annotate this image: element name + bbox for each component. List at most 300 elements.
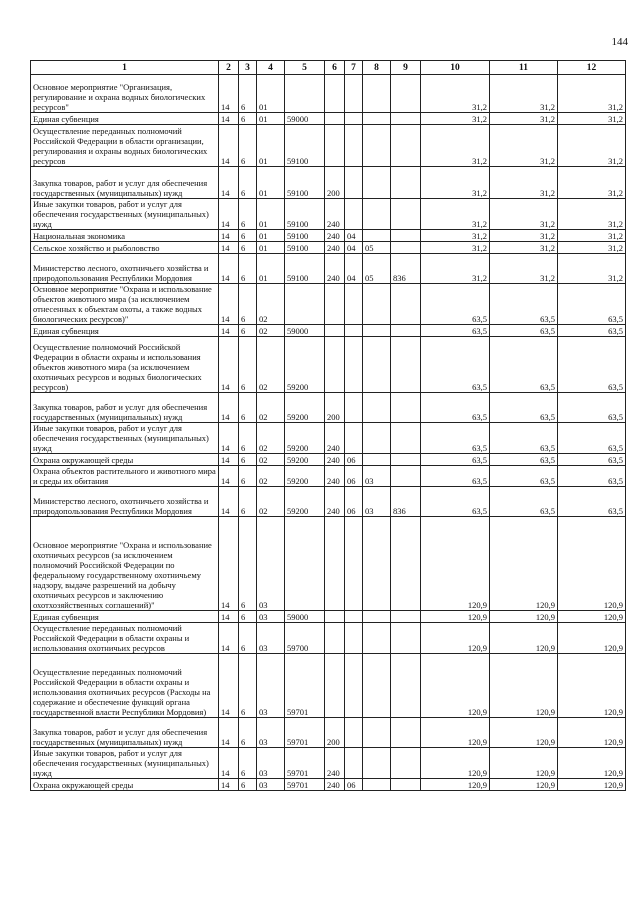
- code-cell: [345, 654, 363, 718]
- code-cell: 59000: [285, 611, 325, 623]
- amount-cell: 63,5: [558, 393, 626, 423]
- code-cell: 06: [345, 779, 363, 791]
- amount-cell: 31,2: [558, 199, 626, 230]
- code-cell: 04: [345, 230, 363, 242]
- column-header: 7: [345, 61, 363, 75]
- amount-cell: 31,2: [490, 125, 558, 167]
- row-name-cell: Иные закупки товаров, работ и услуг для обеспечения государственных (муниципальных) нужд: [31, 748, 219, 779]
- code-cell: 6: [239, 466, 257, 487]
- code-cell: 06: [345, 454, 363, 466]
- row-name-cell: Иные закупки товаров, работ и услуг для обеспечения государственных (муниципальных) нужд: [31, 423, 219, 454]
- amount-cell: 63,5: [421, 423, 490, 454]
- amount-cell: 31,2: [490, 242, 558, 254]
- amount-cell: 31,2: [421, 230, 490, 242]
- code-cell: [391, 623, 421, 654]
- code-cell: 59100: [285, 167, 325, 199]
- table-row: [31, 167, 626, 199]
- code-cell: [285, 517, 325, 611]
- amount-cell: 63,5: [490, 337, 558, 393]
- row-name-cell: Закупка товаров, работ и услуг для обеспечения государственных (муниципальных) нужд: [31, 718, 219, 748]
- amount-cell: 63,5: [490, 487, 558, 517]
- code-cell: 02: [257, 337, 285, 393]
- code-cell: [325, 517, 345, 611]
- code-cell: [363, 284, 391, 325]
- code-cell: 240: [325, 423, 345, 454]
- code-cell: [391, 284, 421, 325]
- amount-cell: 120,9: [421, 517, 490, 611]
- code-cell: [325, 623, 345, 654]
- row-name-cell: Осуществление полномочий Российской Федерации в области охраны и использования объектов животного мира (за исключением охотничьих ресурсов и водных биологических ресурсов): [31, 337, 219, 393]
- table-row: [31, 454, 626, 466]
- code-cell: 02: [257, 423, 285, 454]
- code-cell: [391, 167, 421, 199]
- row-name-cell: Осуществление переданных полномочий Российской Федерации в области охраны и использования охотничьих ресурсов: [31, 623, 219, 654]
- code-cell: 14: [219, 779, 239, 791]
- code-cell: 02: [257, 284, 285, 325]
- code-cell: 03: [257, 517, 285, 611]
- column-header: 8: [363, 61, 391, 75]
- table-row: [31, 779, 626, 791]
- code-cell: [391, 242, 421, 254]
- code-cell: [325, 654, 345, 718]
- code-cell: 14: [219, 284, 239, 325]
- code-cell: 02: [257, 393, 285, 423]
- budget-table: [30, 60, 626, 791]
- amount-cell: 120,9: [490, 611, 558, 623]
- code-cell: 02: [257, 325, 285, 337]
- code-cell: [391, 325, 421, 337]
- row-name-cell: Охрана объектов растительного и животного мира и среды их обитания: [31, 466, 219, 487]
- code-cell: 6: [239, 393, 257, 423]
- code-cell: [325, 325, 345, 337]
- code-cell: 6: [239, 242, 257, 254]
- code-cell: 6: [239, 654, 257, 718]
- code-cell: [285, 75, 325, 113]
- code-cell: 02: [257, 454, 285, 466]
- code-cell: [391, 423, 421, 454]
- code-cell: [345, 623, 363, 654]
- code-cell: [325, 75, 345, 113]
- code-cell: 59701: [285, 779, 325, 791]
- code-cell: 03: [257, 654, 285, 718]
- amount-cell: 63,5: [490, 454, 558, 466]
- column-header: 5: [285, 61, 325, 75]
- code-cell: 14: [219, 230, 239, 242]
- code-cell: 14: [219, 454, 239, 466]
- code-cell: 01: [257, 113, 285, 125]
- code-cell: 14: [219, 623, 239, 654]
- amount-cell: 31,2: [421, 242, 490, 254]
- code-cell: 6: [239, 718, 257, 748]
- code-cell: 240: [325, 454, 345, 466]
- code-cell: 01: [257, 167, 285, 199]
- code-cell: 200: [325, 393, 345, 423]
- code-cell: [345, 284, 363, 325]
- code-cell: 14: [219, 75, 239, 113]
- code-cell: 6: [239, 167, 257, 199]
- code-cell: 6: [239, 517, 257, 611]
- amount-cell: 63,5: [490, 423, 558, 454]
- amount-cell: 63,5: [421, 466, 490, 487]
- code-cell: 200: [325, 167, 345, 199]
- amount-cell: 120,9: [558, 517, 626, 611]
- amount-cell: 120,9: [490, 718, 558, 748]
- table-row: [31, 718, 626, 748]
- code-cell: [363, 75, 391, 113]
- code-cell: [391, 337, 421, 393]
- code-cell: 14: [219, 337, 239, 393]
- code-cell: 14: [219, 199, 239, 230]
- amount-cell: 31,2: [421, 75, 490, 113]
- amount-cell: 63,5: [558, 337, 626, 393]
- code-cell: 836: [391, 254, 421, 284]
- code-cell: 14: [219, 748, 239, 779]
- amount-cell: 31,2: [490, 230, 558, 242]
- code-cell: 01: [257, 125, 285, 167]
- code-cell: 240: [325, 487, 345, 517]
- code-cell: 59200: [285, 454, 325, 466]
- code-cell: [391, 517, 421, 611]
- code-cell: [363, 748, 391, 779]
- amount-cell: 120,9: [421, 623, 490, 654]
- amount-cell: 120,9: [490, 623, 558, 654]
- code-cell: 6: [239, 779, 257, 791]
- amount-cell: 63,5: [558, 454, 626, 466]
- table-row: [31, 230, 626, 242]
- code-cell: 59100: [285, 230, 325, 242]
- code-cell: [345, 337, 363, 393]
- code-cell: 6: [239, 230, 257, 242]
- amount-cell: 120,9: [558, 718, 626, 748]
- column-header: 2: [219, 61, 239, 75]
- code-cell: 14: [219, 125, 239, 167]
- code-cell: 6: [239, 113, 257, 125]
- code-cell: [391, 779, 421, 791]
- table-row: [31, 517, 626, 611]
- code-cell: [363, 230, 391, 242]
- code-cell: [363, 393, 391, 423]
- table-row: [31, 393, 626, 423]
- code-cell: 6: [239, 325, 257, 337]
- code-cell: 59000: [285, 113, 325, 125]
- table-header-row: [31, 61, 626, 75]
- code-cell: 14: [219, 611, 239, 623]
- code-cell: 02: [257, 487, 285, 517]
- code-cell: 59701: [285, 718, 325, 748]
- code-cell: 03: [257, 748, 285, 779]
- code-cell: 59100: [285, 125, 325, 167]
- code-cell: [345, 75, 363, 113]
- code-cell: 02: [257, 466, 285, 487]
- table-row: [31, 623, 626, 654]
- code-cell: [325, 284, 345, 325]
- code-cell: 59000: [285, 325, 325, 337]
- amount-cell: 31,2: [421, 113, 490, 125]
- table-row: [31, 113, 626, 125]
- amount-cell: 120,9: [558, 611, 626, 623]
- code-cell: 59100: [285, 254, 325, 284]
- amount-cell: 120,9: [558, 654, 626, 718]
- code-cell: 240: [325, 466, 345, 487]
- code-cell: 240: [325, 199, 345, 230]
- code-cell: 14: [219, 466, 239, 487]
- row-name-cell: Закупка товаров, работ и услуг для обеспечения государственных (муниципальных) нужд: [31, 393, 219, 423]
- code-cell: [345, 167, 363, 199]
- code-cell: 03: [257, 779, 285, 791]
- amount-cell: 31,2: [490, 75, 558, 113]
- amount-cell: 120,9: [490, 654, 558, 718]
- code-cell: 01: [257, 75, 285, 113]
- amount-cell: 120,9: [421, 611, 490, 623]
- code-cell: 14: [219, 242, 239, 254]
- column-header: 10: [421, 61, 490, 75]
- amount-cell: 63,5: [421, 454, 490, 466]
- code-cell: [391, 748, 421, 779]
- amount-cell: 63,5: [421, 487, 490, 517]
- code-cell: 59701: [285, 748, 325, 779]
- code-cell: 59200: [285, 393, 325, 423]
- code-cell: 05: [363, 242, 391, 254]
- table-row: [31, 75, 626, 113]
- code-cell: 04: [345, 242, 363, 254]
- amount-cell: 31,2: [558, 242, 626, 254]
- code-cell: 6: [239, 487, 257, 517]
- code-cell: [363, 113, 391, 125]
- code-cell: [391, 230, 421, 242]
- code-cell: 14: [219, 167, 239, 199]
- amount-cell: 120,9: [558, 779, 626, 791]
- code-cell: 59200: [285, 423, 325, 454]
- column-header: 4: [257, 61, 285, 75]
- code-cell: [325, 337, 345, 393]
- amount-cell: 31,2: [558, 75, 626, 113]
- code-cell: 836: [391, 487, 421, 517]
- code-cell: [391, 199, 421, 230]
- amount-cell: 31,2: [421, 167, 490, 199]
- amount-cell: 63,5: [558, 325, 626, 337]
- code-cell: [363, 654, 391, 718]
- code-cell: [363, 325, 391, 337]
- code-cell: [391, 113, 421, 125]
- code-cell: 03: [363, 466, 391, 487]
- row-name-cell: Единая субвенция: [31, 325, 219, 337]
- row-name-cell: Охрана окружающей среды: [31, 454, 219, 466]
- code-cell: 59100: [285, 199, 325, 230]
- code-cell: 59100: [285, 242, 325, 254]
- table-row: [31, 487, 626, 517]
- code-cell: [363, 199, 391, 230]
- row-name-cell: Основное мероприятие "Охрана и использование охотничьих ресурсов (за исключением полномочий Российской Федерации по федеральному государственному охотничьему надзору, выдаче разрешений на добычу охотничьих ресурсов и заключению охотхозяйственных соглашений)": [31, 517, 219, 611]
- row-name-cell: Основное мероприятие "Охрана и использование объектов животного мира (за исключением отнесенных к объектам охоты, а также водных биологических ресурсов)": [31, 284, 219, 325]
- code-cell: 6: [239, 423, 257, 454]
- table-row: [31, 466, 626, 487]
- code-cell: 6: [239, 623, 257, 654]
- code-cell: 01: [257, 242, 285, 254]
- code-cell: 04: [345, 254, 363, 284]
- row-name-cell: Осуществление переданных полномочий Российской Федерации в области охраны и использования охотничьих ресурсов (Расходы на содержание и обеспечение функций органа государственной власти Республики Мордовия): [31, 654, 219, 718]
- code-cell: 14: [219, 393, 239, 423]
- code-cell: [345, 199, 363, 230]
- row-name-cell: Министерство лесного, охотничьего хозяйства и природопользования Республики Мордовия: [31, 254, 219, 284]
- column-header: 12: [558, 61, 626, 75]
- code-cell: [345, 125, 363, 167]
- code-cell: [363, 611, 391, 623]
- code-cell: [325, 125, 345, 167]
- code-cell: 06: [345, 487, 363, 517]
- amount-cell: 120,9: [490, 517, 558, 611]
- amount-cell: 31,2: [421, 125, 490, 167]
- code-cell: [363, 423, 391, 454]
- amount-cell: 63,5: [558, 487, 626, 517]
- row-name-cell: Единая субвенция: [31, 113, 219, 125]
- code-cell: 03: [257, 718, 285, 748]
- amount-cell: 120,9: [421, 654, 490, 718]
- table-row: [31, 284, 626, 325]
- page-number: 144: [611, 36, 628, 48]
- code-cell: 59701: [285, 654, 325, 718]
- amount-cell: 63,5: [490, 284, 558, 325]
- table-row: [31, 325, 626, 337]
- row-name-cell: Сельское хозяйство и рыболовство: [31, 242, 219, 254]
- table-row: [31, 199, 626, 230]
- amount-cell: 63,5: [421, 325, 490, 337]
- table-row: [31, 654, 626, 718]
- code-cell: [345, 113, 363, 125]
- amount-cell: 63,5: [558, 423, 626, 454]
- code-cell: [345, 325, 363, 337]
- amount-cell: 31,2: [490, 167, 558, 199]
- table-row: [31, 748, 626, 779]
- code-cell: 05: [363, 254, 391, 284]
- code-cell: 6: [239, 125, 257, 167]
- column-header: 6: [325, 61, 345, 75]
- code-cell: 14: [219, 254, 239, 284]
- code-cell: 14: [219, 423, 239, 454]
- code-cell: [391, 125, 421, 167]
- amount-cell: 120,9: [558, 748, 626, 779]
- code-cell: 14: [219, 487, 239, 517]
- amount-cell: 63,5: [558, 284, 626, 325]
- code-cell: [391, 718, 421, 748]
- code-cell: [363, 125, 391, 167]
- code-cell: 240: [325, 242, 345, 254]
- column-header: 3: [239, 61, 257, 75]
- amount-cell: 31,2: [421, 199, 490, 230]
- code-cell: [363, 167, 391, 199]
- code-cell: 14: [219, 113, 239, 125]
- code-cell: 01: [257, 254, 285, 284]
- code-cell: [345, 718, 363, 748]
- code-cell: [345, 393, 363, 423]
- code-cell: [391, 393, 421, 423]
- amount-cell: 120,9: [490, 748, 558, 779]
- code-cell: 240: [325, 254, 345, 284]
- code-cell: 240: [325, 748, 345, 779]
- amount-cell: 120,9: [421, 779, 490, 791]
- code-cell: 200: [325, 718, 345, 748]
- amount-cell: 63,5: [490, 325, 558, 337]
- amount-cell: 31,2: [558, 167, 626, 199]
- amount-cell: 31,2: [490, 113, 558, 125]
- code-cell: 14: [219, 654, 239, 718]
- code-cell: [345, 423, 363, 454]
- column-header: 11: [490, 61, 558, 75]
- amount-cell: 31,2: [558, 254, 626, 284]
- code-cell: [345, 611, 363, 623]
- table-row: [31, 242, 626, 254]
- code-cell: 6: [239, 337, 257, 393]
- code-cell: 6: [239, 454, 257, 466]
- amount-cell: 63,5: [421, 284, 490, 325]
- code-cell: 6: [239, 254, 257, 284]
- code-cell: [391, 466, 421, 487]
- row-name-cell: Иные закупки товаров, работ и услуг для обеспечения государственных (муниципальных) нужд: [31, 199, 219, 230]
- code-cell: [363, 337, 391, 393]
- code-cell: 59200: [285, 466, 325, 487]
- amount-cell: 120,9: [558, 623, 626, 654]
- code-cell: [363, 454, 391, 466]
- code-cell: 14: [219, 517, 239, 611]
- code-cell: 03: [363, 487, 391, 517]
- table-row: [31, 125, 626, 167]
- code-cell: 6: [239, 748, 257, 779]
- amount-cell: 63,5: [490, 466, 558, 487]
- code-cell: 240: [325, 779, 345, 791]
- code-cell: 6: [239, 611, 257, 623]
- code-cell: 6: [239, 284, 257, 325]
- code-cell: 240: [325, 230, 345, 242]
- row-name-cell: Министерство лесного, охотничьего хозяйства и природопользования Республики Мордовия: [31, 487, 219, 517]
- row-name-cell: Охрана окружающей среды: [31, 779, 219, 791]
- code-cell: 01: [257, 230, 285, 242]
- amount-cell: 31,2: [558, 230, 626, 242]
- code-cell: [325, 611, 345, 623]
- code-cell: 14: [219, 718, 239, 748]
- amount-cell: 63,5: [490, 393, 558, 423]
- code-cell: [363, 779, 391, 791]
- amount-cell: 120,9: [421, 718, 490, 748]
- code-cell: [391, 75, 421, 113]
- row-name-cell: Единая субвенция: [31, 611, 219, 623]
- code-cell: [391, 454, 421, 466]
- code-cell: 59200: [285, 487, 325, 517]
- row-name-cell: Основное мероприятие "Организация, регулирование и охрана водных биологических ресурсов": [31, 75, 219, 113]
- code-cell: [325, 113, 345, 125]
- code-cell: [345, 748, 363, 779]
- amount-cell: 31,2: [558, 125, 626, 167]
- code-cell: 06: [345, 466, 363, 487]
- table-row: [31, 254, 626, 284]
- code-cell: [391, 611, 421, 623]
- table-row: [31, 611, 626, 623]
- amount-cell: 63,5: [558, 466, 626, 487]
- code-cell: 01: [257, 199, 285, 230]
- amount-cell: 31,2: [421, 254, 490, 284]
- code-cell: 03: [257, 623, 285, 654]
- row-name-cell: Закупка товаров, работ и услуг для обеспечения государственных (муниципальных) нужд: [31, 167, 219, 199]
- amount-cell: 63,5: [421, 337, 490, 393]
- code-cell: 6: [239, 199, 257, 230]
- code-cell: [363, 623, 391, 654]
- column-header: 1: [31, 61, 219, 75]
- amount-cell: 120,9: [490, 779, 558, 791]
- amount-cell: 63,5: [421, 393, 490, 423]
- column-header: 9: [391, 61, 421, 75]
- code-cell: 59700: [285, 623, 325, 654]
- table-row: [31, 423, 626, 454]
- row-name-cell: Осуществление переданных полномочий Российской Федерации в области организации, регулирования и охраны водных биологических ресурсов: [31, 125, 219, 167]
- code-cell: [285, 284, 325, 325]
